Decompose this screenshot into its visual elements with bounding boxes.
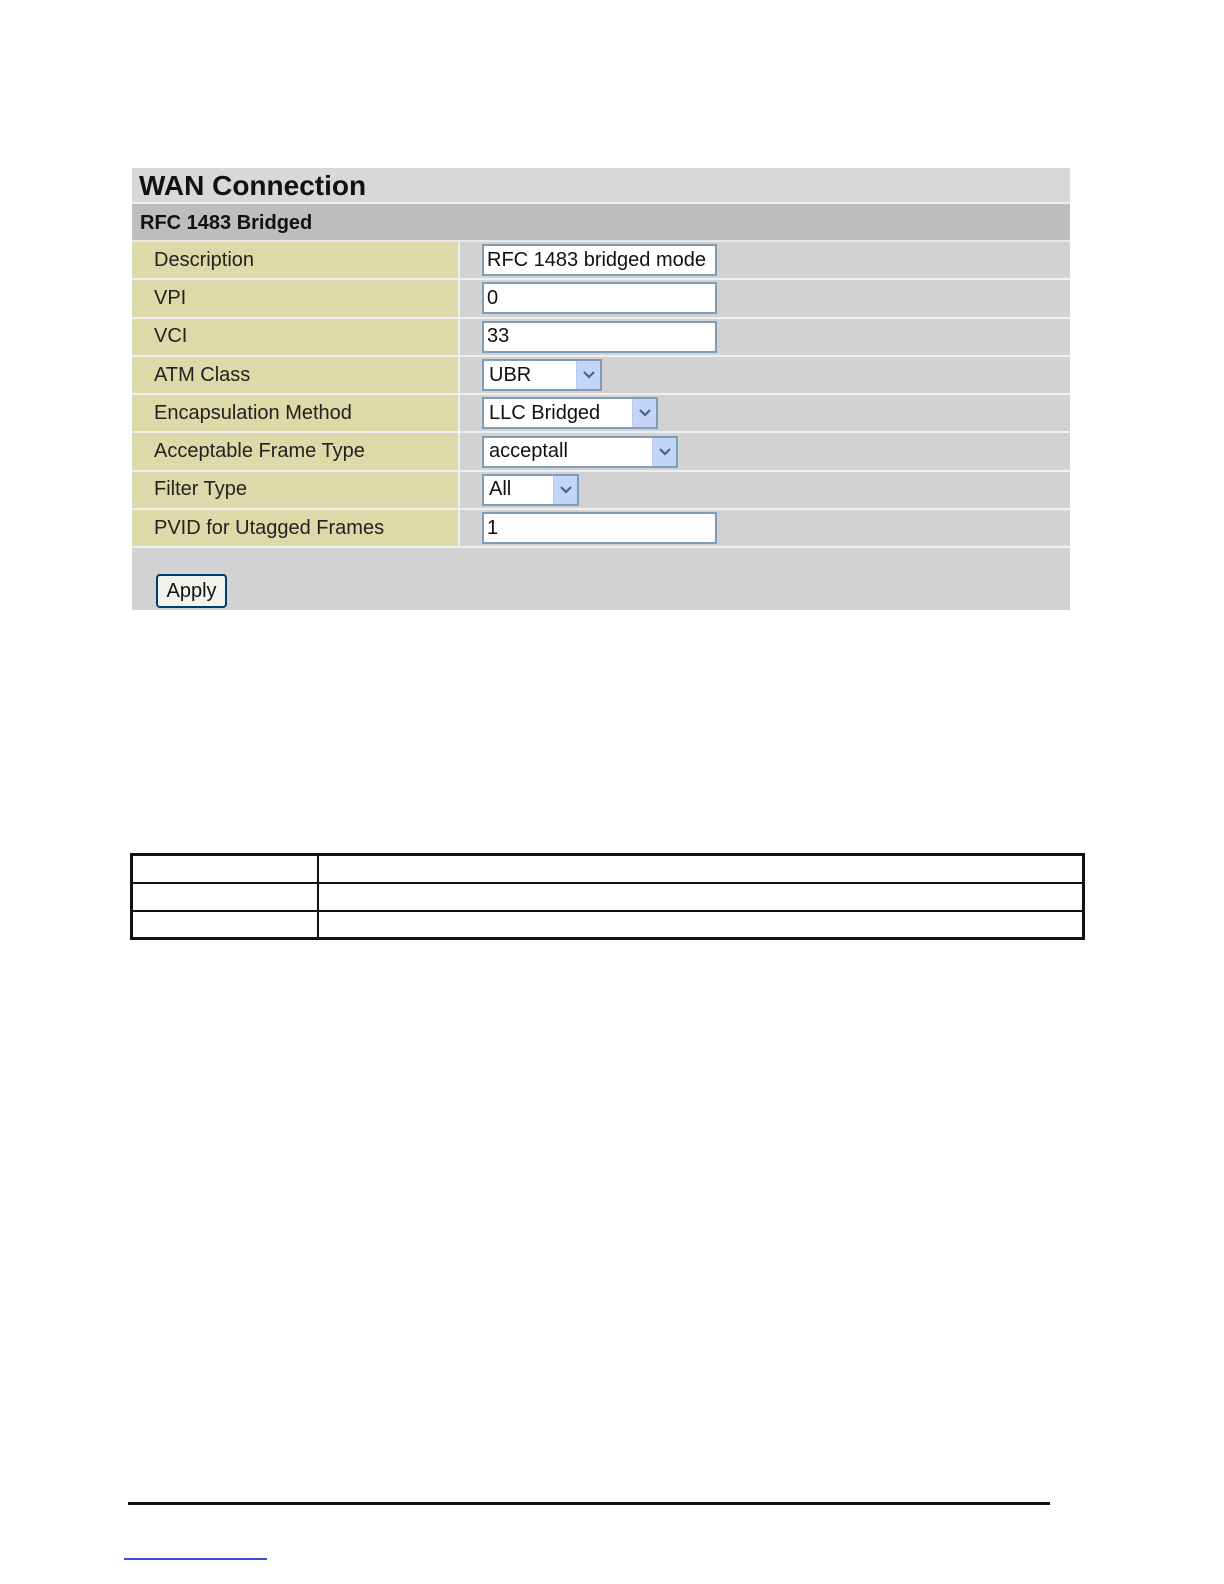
pvid-input[interactable]: [482, 512, 717, 544]
filter-type-select[interactable]: [482, 474, 579, 506]
description-label: Description: [132, 242, 460, 278]
row-pvid: [132, 510, 1070, 548]
footer-divider: [128, 1502, 1050, 1505]
encapsulation-select[interactable]: [482, 397, 658, 429]
frame-type-select[interactable]: [482, 436, 678, 468]
encapsulation-label: Encapsulation Method: [132, 395, 460, 431]
apply-button[interactable]: Apply: [156, 574, 227, 608]
filter-type-label: Filter Type: [132, 472, 460, 508]
row-vpi: [132, 280, 1070, 318]
description-input[interactable]: [482, 244, 717, 276]
vpi-input[interactable]: [482, 282, 717, 314]
table-cell: [318, 883, 1084, 911]
page-title: WAN Connection: [132, 168, 1070, 204]
section-subtitle: RFC 1483 Bridged: [132, 204, 1070, 242]
apply-area: [132, 548, 1070, 608]
row-encapsulation: [132, 395, 1070, 433]
chevron-down-icon[interactable]: [632, 399, 656, 427]
table-cell: [318, 911, 1084, 939]
encapsulation-value: LLC Bridged: [489, 401, 601, 424]
table-row: [132, 883, 1084, 911]
row-vci: [132, 319, 1070, 357]
row-atm-class: [132, 357, 1070, 395]
vci-label: VCI: [132, 319, 460, 355]
atm-class-value: UBR: [489, 363, 532, 386]
row-filter-type: [132, 472, 1070, 510]
atm-class-label: ATM Class: [132, 357, 460, 393]
table-cell: [318, 855, 1084, 883]
vpi-label: VPI: [132, 280, 460, 316]
pvid-label: PVID for Utagged Frames: [132, 510, 460, 546]
row-description: [132, 242, 1070, 280]
footer-link-underline[interactable]: [124, 1558, 267, 1560]
table-cell: [132, 911, 318, 939]
chevron-down-icon[interactable]: [576, 361, 600, 389]
chevron-down-icon[interactable]: [553, 476, 577, 504]
wan-connection-panel: [132, 168, 1070, 610]
empty-table: [130, 853, 1085, 940]
table-cell: [132, 855, 318, 883]
table-row: [132, 911, 1084, 939]
frame-type-value: acceptall: [489, 440, 568, 463]
row-frame-type: [132, 433, 1070, 471]
table-row: [132, 855, 1084, 883]
frame-type-label: Acceptable Frame Type: [132, 433, 460, 469]
filter-type-value: All: [489, 478, 512, 501]
table-cell: [132, 883, 318, 911]
vci-input[interactable]: [482, 321, 717, 353]
atm-class-select[interactable]: [482, 359, 602, 391]
chevron-down-icon[interactable]: [652, 438, 676, 466]
